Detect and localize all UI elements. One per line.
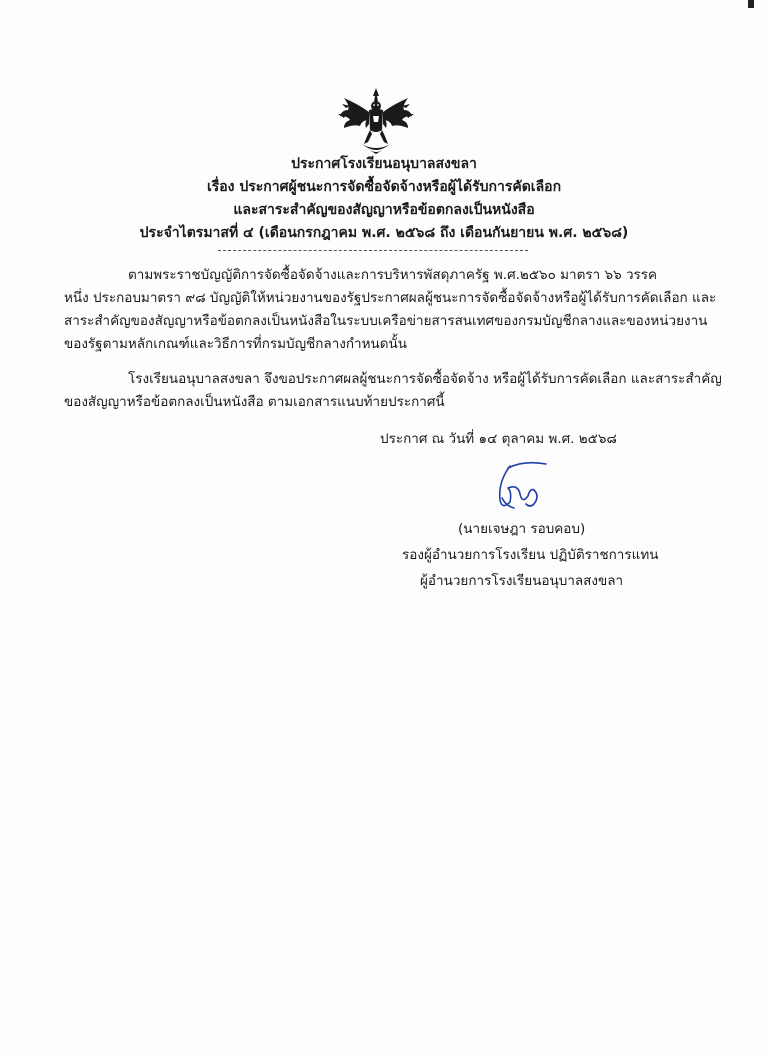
paragraph-1-line-2: หนึ่ง ประกอบมาตรา ๙๘ บัญญัติให้หน่วยงานของรัฐประกาศผลผู้ชนะการจัดซื้อจัดจ้างหรือผู้ได้รับการคัดเลือก และ (64, 290, 717, 306)
paragraph-2-line-1: โรงเรียนอนุบาลสงขลา จึงขอประกาศผลผู้ชนะการจัดซื้อจัดจ้าง หรือผู้ได้รับการคัดเลือก และสาระสำคัญ (128, 371, 722, 387)
header-divider (218, 250, 528, 251)
header-line-4: ประจำไตรมาสที่ ๔ (เดือนกรกฎาคม พ.ศ. ๒๕๖๘ ถึง เดือนกันยายน พ.ศ. ๒๕๖๘) (139, 225, 629, 241)
paragraph-2-line-2: ของสัญญาหรือข้อตกลงเป็นหนังสือ ตามเอกสารแนบท้ายประกาศนี้ (64, 394, 445, 410)
corner-mark (748, 0, 754, 8)
header-line-3: และสาระสำคัญของสัญญาหรือข้อตกลงเป็นหนังสือ (233, 202, 535, 218)
document-header (100, 153, 668, 245)
paragraph-1-line-1: ตามพระราชบัญญัติการจัดซื้อจัดจ้างและการบริหารพัสดุภาครัฐ พ.ศ.๒๕๖๐ มาตรา ๖๖ วรรค (128, 267, 658, 283)
signer-position-1: รองผู้อำนวยการโรงเรียน ปฏิบัติราชการแทน (402, 547, 659, 563)
signer-position-2: ผู้อำนวยการโรงเรียนอนุบาลสงขลา (420, 573, 624, 589)
handwritten-signature-icon (484, 458, 550, 514)
header-line-2: เรื่อง ประกาศผู้ชนะการจัดซื้อจัดจ้างหรือผู้ได้รับการคัดเลือก (206, 179, 562, 195)
paragraph-1-line-3: สาระสำคัญของสัญญาหรือข้อตกลงเป็นหนังสือในระบบเครือข่ายสารสนเทศของกรมบัญชีกลางและของหน่วยงาน (64, 313, 708, 329)
paragraph-1-line-4: ของรัฐตามหลักเกณฑ์และวิธีการที่กรมบัญชีกลางกำหนดนั้น (64, 336, 407, 352)
garuda-emblem-icon (336, 86, 416, 156)
signer-name: (นายเจษฎา รอบคอบ) (458, 521, 586, 537)
announcement-date: ประกาศ ณ วันที่ ๑๔ ตุลาคม พ.ศ. ๒๕๖๘ (380, 431, 617, 447)
header-line-1: ประกาศโรงเรียนอนุบาลสงขลา (291, 156, 477, 172)
